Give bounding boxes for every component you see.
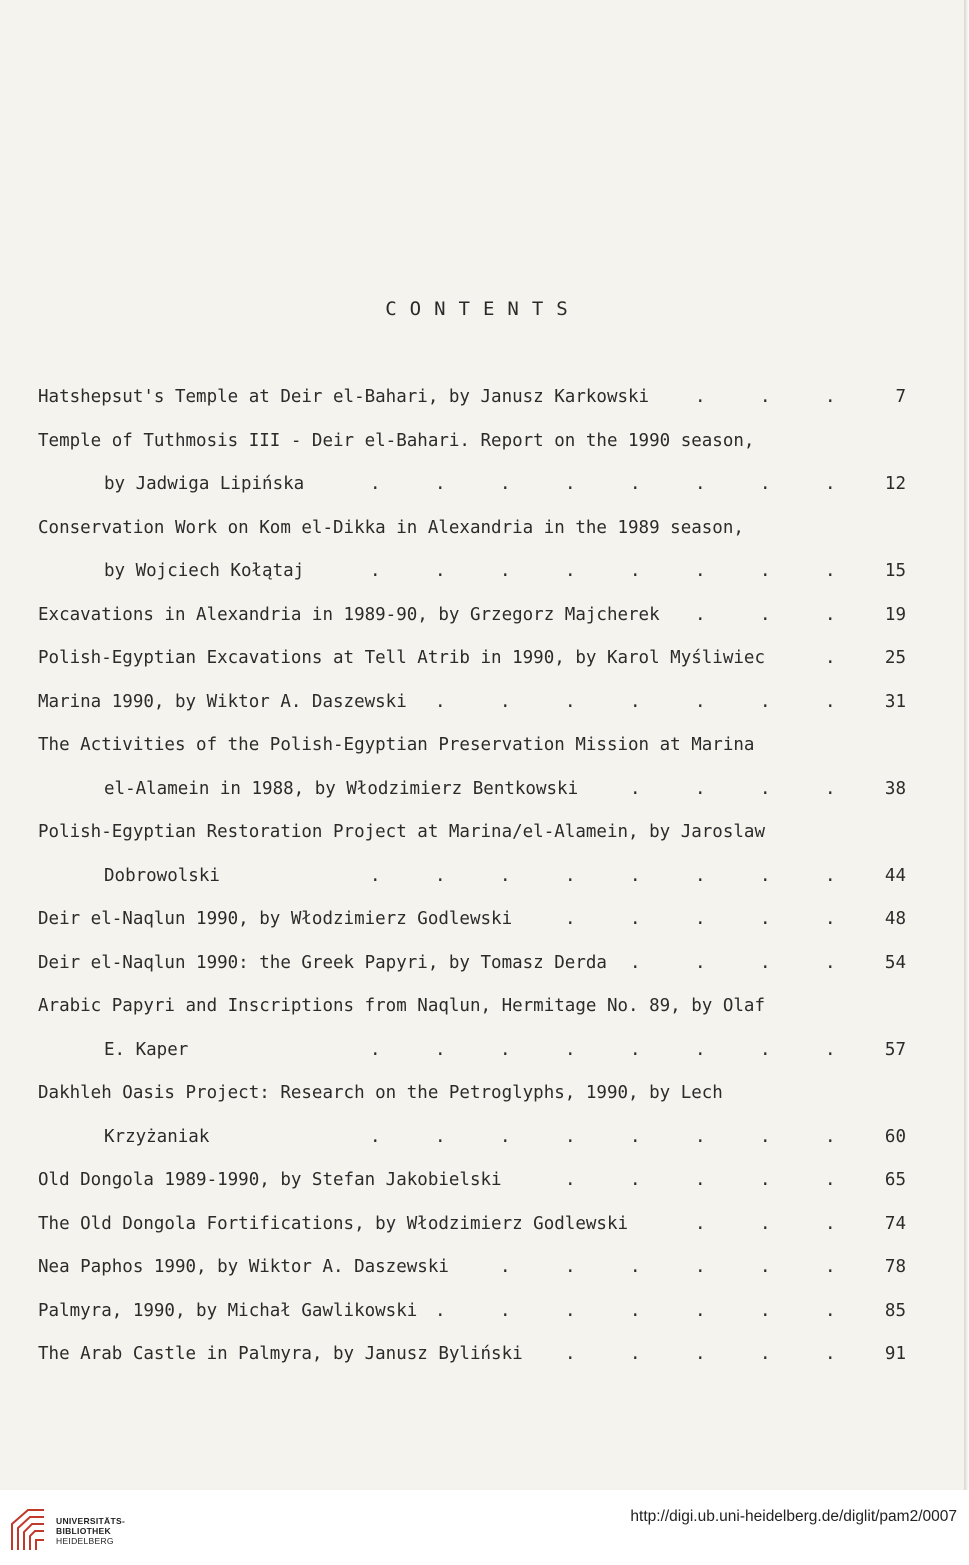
leader-dot: . bbox=[695, 1257, 706, 1277]
toc-line bbox=[0, 906, 966, 932]
leader-dot: . bbox=[825, 1126, 836, 1147]
leader-dot: . bbox=[565, 691, 576, 712]
leader-dot: . bbox=[435, 865, 446, 886]
leader-dot: . bbox=[760, 1257, 771, 1277]
toc-page-number: 44 bbox=[884, 865, 906, 886]
leader-dot: . bbox=[630, 1126, 641, 1147]
leader-dot: . bbox=[825, 952, 836, 973]
leader-dot: . bbox=[695, 604, 706, 625]
toc-entry-text: Arabic Papyri and Inscriptions from Naqlun, Hermitage No. 89, by Olaf bbox=[38, 996, 765, 1016]
leader-dot: . bbox=[760, 1126, 771, 1147]
leader-dot: . bbox=[500, 691, 511, 712]
toc-page-number: 48 bbox=[884, 909, 906, 929]
leader-dot: . bbox=[825, 691, 836, 712]
library-line-2: BIBLIOTHEK bbox=[56, 1526, 111, 1536]
leader-dot: . bbox=[695, 561, 706, 581]
leader-dot: . bbox=[825, 387, 836, 407]
leader-dot: . bbox=[825, 604, 836, 625]
toc-line bbox=[0, 776, 966, 802]
toc-entry-text: E. Kaper bbox=[104, 1039, 189, 1060]
toc-line bbox=[0, 645, 966, 671]
leader-dot: . bbox=[565, 1344, 576, 1364]
leader-dot: . bbox=[760, 1300, 771, 1321]
leader-dot: . bbox=[825, 561, 836, 581]
leader-dot: . bbox=[630, 1300, 641, 1321]
leader-dot: . bbox=[760, 1039, 771, 1060]
toc-line bbox=[0, 993, 966, 1019]
toc-entry-text: Nea Paphos 1990, by Wiktor A. Daszewski bbox=[38, 1257, 449, 1277]
leader-dot: . bbox=[695, 1039, 706, 1060]
leader-dot: . bbox=[565, 1257, 576, 1277]
toc-page-number: 31 bbox=[884, 691, 906, 712]
leader-dot: . bbox=[630, 474, 641, 494]
leader-dot: . bbox=[695, 1213, 706, 1234]
toc-page-number: 15 bbox=[884, 561, 906, 581]
page-edge bbox=[964, 0, 969, 1490]
leader-dot: . bbox=[370, 561, 381, 581]
toc-page-number: 38 bbox=[884, 778, 906, 799]
leader-dot: . bbox=[695, 1126, 706, 1147]
leader-dot: . bbox=[630, 691, 641, 712]
leader-dot: . bbox=[825, 778, 836, 799]
toc-entry-text: Deir el-Naqlun 1990, by Włodzimierz Godlewski bbox=[38, 909, 513, 929]
leader-dot: . bbox=[825, 1170, 836, 1190]
toc-line bbox=[0, 863, 966, 889]
leader-dot: . bbox=[435, 561, 446, 581]
toc-entry-text: Temple of Tuthmosis III - Deir el-Bahari. Report on the 1990 season, bbox=[38, 430, 755, 451]
toc-entry-text: Polish-Egyptian Restoration Project at Marina/el-Alamein, by Jaroslaw bbox=[38, 822, 765, 842]
leader-dot: . bbox=[370, 1039, 381, 1060]
leader-dot: . bbox=[695, 778, 706, 799]
leader-dot: . bbox=[760, 909, 771, 929]
leader-dot: . bbox=[825, 1300, 836, 1321]
toc-page-number: 78 bbox=[884, 1257, 906, 1277]
toc-page-number: 57 bbox=[884, 1039, 906, 1060]
toc-entry-text: The Old Dongola Fortifications, by Włodzimierz Godlewski bbox=[38, 1213, 629, 1234]
toc-line bbox=[0, 1167, 966, 1193]
toc-line bbox=[0, 1080, 966, 1106]
leader-dot: . bbox=[370, 474, 381, 494]
toc-line bbox=[0, 384, 966, 410]
toc-entry-text: Hatshepsut's Temple at Deir el-Bahari, by Janusz Karkowski bbox=[38, 387, 650, 407]
leader-dot: . bbox=[630, 1344, 641, 1364]
leader-dot: . bbox=[565, 474, 576, 494]
leader-dot: . bbox=[630, 1170, 641, 1190]
leader-dot: . bbox=[825, 1213, 836, 1234]
leader-dot: . bbox=[500, 474, 511, 494]
leader-dot: . bbox=[825, 1344, 836, 1364]
toc-line bbox=[0, 1211, 966, 1237]
toc-line bbox=[0, 950, 966, 976]
leader-dot: . bbox=[695, 865, 706, 886]
toc-page-number: 19 bbox=[884, 604, 906, 625]
toc-line bbox=[0, 515, 966, 541]
leader-dot: . bbox=[630, 561, 641, 581]
leader-dot: . bbox=[500, 865, 511, 886]
leader-dot: . bbox=[760, 604, 771, 625]
toc-line bbox=[0, 1298, 966, 1324]
toc-entry-text: Excavations in Alexandria in 1989-90, by Grzegorz Majcherek bbox=[38, 604, 660, 625]
leader-dot: . bbox=[435, 1126, 446, 1147]
leader-dot: . bbox=[760, 387, 771, 407]
leader-dot: . bbox=[695, 952, 706, 973]
toc-line bbox=[0, 1037, 966, 1063]
toc-line bbox=[0, 819, 966, 845]
toc-line bbox=[0, 1124, 966, 1150]
leader-dot: . bbox=[760, 691, 771, 712]
leader-dot: . bbox=[630, 778, 641, 799]
toc-entry-text: The Arab Castle in Palmyra, by Janusz Byliński bbox=[38, 1344, 523, 1364]
leader-dot: . bbox=[760, 561, 771, 581]
leader-dot: . bbox=[500, 1126, 511, 1147]
leader-dot: . bbox=[565, 561, 576, 581]
leader-dot: . bbox=[500, 561, 511, 581]
library-logo-icon bbox=[8, 1504, 50, 1554]
leader-dot: . bbox=[500, 1257, 511, 1277]
leader-dot: . bbox=[760, 1213, 771, 1234]
leader-dot: . bbox=[500, 1039, 511, 1060]
toc-entry-text: Old Dongola 1989-1990, by Stefan Jakobielski bbox=[38, 1170, 502, 1190]
leader-dot: . bbox=[435, 1039, 446, 1060]
toc-page-number: 7 bbox=[895, 387, 906, 407]
leader-dot: . bbox=[630, 952, 641, 973]
leader-dot: . bbox=[760, 474, 771, 494]
toc-line bbox=[0, 602, 966, 628]
toc-line bbox=[0, 471, 966, 497]
toc-entry-text: el-Alamein in 1988, by Włodzimierz Bentkowski bbox=[104, 778, 579, 799]
toc-line bbox=[0, 1254, 966, 1280]
leader-dot: . bbox=[500, 1300, 511, 1321]
toc-line bbox=[0, 1341, 966, 1367]
toc-page-number: 74 bbox=[884, 1213, 906, 1234]
toc-line bbox=[0, 689, 966, 715]
leader-dot: . bbox=[435, 474, 446, 494]
toc-entry-text: Polish-Egyptian Excavations at Tell Atrib in 1990, by Karol Myśliwiec bbox=[38, 648, 765, 668]
toc-entry-text: by Jadwiga Lipińska bbox=[104, 474, 305, 494]
leader-dot: . bbox=[630, 865, 641, 886]
source-url[interactable]: http://digi.ub.uni-heidelberg.de/diglit/pam2/0007 bbox=[630, 1508, 957, 1525]
toc-page-number: 65 bbox=[884, 1170, 906, 1190]
leader-dot: . bbox=[825, 1039, 836, 1060]
library-line-3: HEIDELBERG bbox=[56, 1536, 114, 1546]
leader-dot: . bbox=[630, 909, 641, 929]
leader-dot: . bbox=[825, 865, 836, 886]
leader-dot: . bbox=[565, 1170, 576, 1190]
leader-dot: . bbox=[825, 909, 836, 929]
toc-entry-text: The Activities of the Polish-Egyptian Preservation Mission at Marina bbox=[38, 735, 755, 755]
leader-dot: . bbox=[630, 1257, 641, 1277]
leader-dot: . bbox=[695, 909, 706, 929]
leader-dot: . bbox=[760, 778, 771, 799]
leader-dot: . bbox=[435, 1300, 446, 1321]
leader-dot: . bbox=[370, 1126, 381, 1147]
footer bbox=[0, 1490, 969, 1565]
leader-dot: . bbox=[695, 1344, 706, 1364]
toc-entry-text: Dobrowolski bbox=[104, 865, 220, 886]
leader-dot: . bbox=[825, 1257, 836, 1277]
leader-dot: . bbox=[695, 474, 706, 494]
toc-entry-text: Marina 1990, by Wiktor A. Daszewski bbox=[38, 691, 407, 712]
leader-dot: . bbox=[760, 1170, 771, 1190]
toc-line bbox=[0, 732, 966, 758]
leader-dot: . bbox=[565, 865, 576, 886]
leader-dot: . bbox=[695, 1300, 706, 1321]
toc-entry-text: Deir el-Naqlun 1990: the Greek Papyri, by Tomasz Derda bbox=[38, 952, 607, 973]
toc-entry-text: Krzyżaniak bbox=[104, 1126, 210, 1147]
leader-dot: . bbox=[435, 691, 446, 712]
contents-title: CONTENTS bbox=[385, 298, 581, 320]
toc-page-number: 25 bbox=[884, 648, 906, 668]
library-line-1: UNIVERSITÄTS- bbox=[56, 1516, 126, 1526]
leader-dot: . bbox=[695, 387, 706, 407]
leader-dot: . bbox=[370, 865, 381, 886]
toc-page-number: 91 bbox=[884, 1344, 906, 1364]
toc-page-number: 85 bbox=[884, 1300, 906, 1321]
toc-page-number: 54 bbox=[884, 952, 906, 973]
toc-page-number: 12 bbox=[884, 474, 906, 494]
toc-entry-text: by Wojciech Kołątaj bbox=[104, 561, 305, 581]
library-name bbox=[56, 1516, 125, 1546]
toc-entry-text: Conservation Work on Kom el-Dikka in Alexandria in the 1989 season, bbox=[38, 517, 744, 538]
leader-dot: . bbox=[630, 1039, 641, 1060]
toc-page-number: 60 bbox=[884, 1126, 906, 1147]
leader-dot: . bbox=[760, 1344, 771, 1364]
leader-dot: . bbox=[565, 1300, 576, 1321]
toc-entry-text: Dakhleh Oasis Project: Research on the Petroglyphs, 1990, by Lech bbox=[38, 1083, 723, 1103]
toc-line bbox=[0, 428, 966, 454]
leader-dot: . bbox=[695, 691, 706, 712]
leader-dot: . bbox=[565, 909, 576, 929]
leader-dot: . bbox=[825, 648, 836, 668]
leader-dot: . bbox=[760, 952, 771, 973]
leader-dot: . bbox=[760, 865, 771, 886]
leader-dot: . bbox=[565, 1126, 576, 1147]
toc-line bbox=[0, 558, 966, 584]
leader-dot: . bbox=[825, 474, 836, 494]
leader-dot: . bbox=[695, 1170, 706, 1190]
toc-entry-text: Palmyra, 1990, by Michał Gawlikowski bbox=[38, 1300, 418, 1321]
leader-dot: . bbox=[565, 1039, 576, 1060]
